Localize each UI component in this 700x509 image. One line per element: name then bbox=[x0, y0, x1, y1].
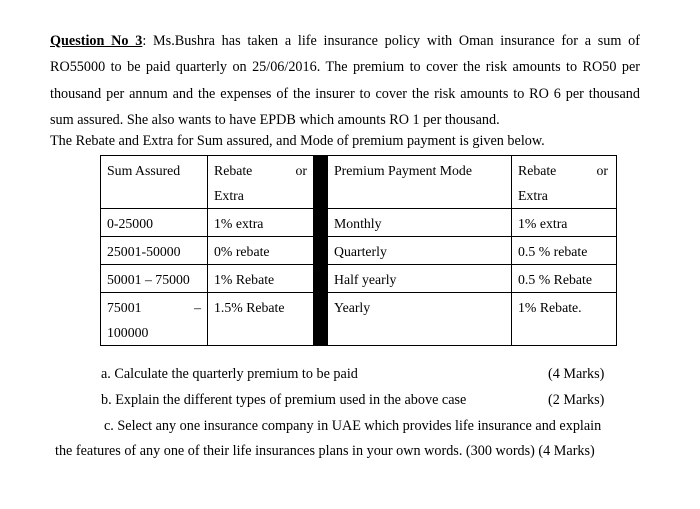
cell-sum-rebate: 0% rebate bbox=[208, 237, 314, 265]
black-divider-column bbox=[314, 156, 328, 346]
table-row bbox=[101, 265, 617, 293]
cell-mode: Yearly bbox=[328, 293, 512, 346]
cell-sum: 25001-50000 bbox=[101, 237, 208, 265]
header-sum-assured: Sum Assured bbox=[101, 156, 208, 209]
question-body: Ms.Bushra has taken a life insurance policy with Oman insurance for a sum of RO55000 to be paid quarterly on 25/06/2016. The premium to cover the risk amounts to RO50 per thousand per annum and the expenses of the insurer to cover the risk amounts to RO 6 per thousand sum assured. She also wants to have EPDB which amounts RO 1 per thousand. bbox=[50, 33, 640, 128]
rebate-extra-table bbox=[100, 155, 617, 346]
table-intro: The Rebate and Extra for Sum assured, and Mode of premium payment is given below. bbox=[50, 133, 545, 149]
subquestion-c-line1: c. Select any one insurance company in UAE which provides life insurance and explain bbox=[104, 418, 602, 434]
cell-sum: 75001 – 100000 bbox=[101, 293, 208, 346]
question-paragraph bbox=[50, 28, 640, 133]
cell-sum-rebate: 1% extra bbox=[208, 209, 314, 237]
question-heading: Question No 3 bbox=[50, 33, 143, 49]
subquestion-b-marks: (2 Marks) bbox=[548, 392, 605, 408]
cell-mode-rebate: 1% Rebate. bbox=[512, 293, 617, 346]
cell-mode: Half yearly bbox=[328, 265, 512, 293]
cell-mode-rebate: 0.5 % rebate bbox=[512, 237, 617, 265]
table-row bbox=[101, 293, 617, 346]
table-header-row bbox=[101, 156, 617, 209]
cell-mode: Monthly bbox=[328, 209, 512, 237]
cell-sum-rebate: 1% Rebate bbox=[208, 265, 314, 293]
header-rebate-or-extra-2: Rebate or Extra bbox=[512, 156, 617, 209]
table-row bbox=[101, 237, 617, 265]
header-premium-payment-mode: Premium Payment Mode bbox=[328, 156, 512, 209]
cell-mode-rebate: 0.5 % Rebate bbox=[512, 265, 617, 293]
cell-sum-rebate: 1.5% Rebate bbox=[208, 293, 314, 346]
cell-sum: 0-25000 bbox=[101, 209, 208, 237]
cell-mode: Quarterly bbox=[328, 237, 512, 265]
cell-sum: 50001 – 75000 bbox=[101, 265, 208, 293]
subquestion-a: a. Calculate the quarterly premium to be paid bbox=[101, 366, 358, 382]
header-rebate-or-extra-1: Rebate or Extra bbox=[208, 156, 314, 209]
cell-mode-rebate: 1% extra bbox=[512, 209, 617, 237]
table-row bbox=[101, 209, 617, 237]
subquestion-a-marks: (4 Marks) bbox=[548, 366, 605, 382]
subquestion-c-line2: the features of any one of their life insurances plans in your own words. (300 words) (4 Marks) bbox=[55, 443, 595, 459]
question-colon: : bbox=[142, 33, 147, 49]
subquestion-b: b. Explain the different types of premium used in the above case bbox=[101, 392, 467, 408]
